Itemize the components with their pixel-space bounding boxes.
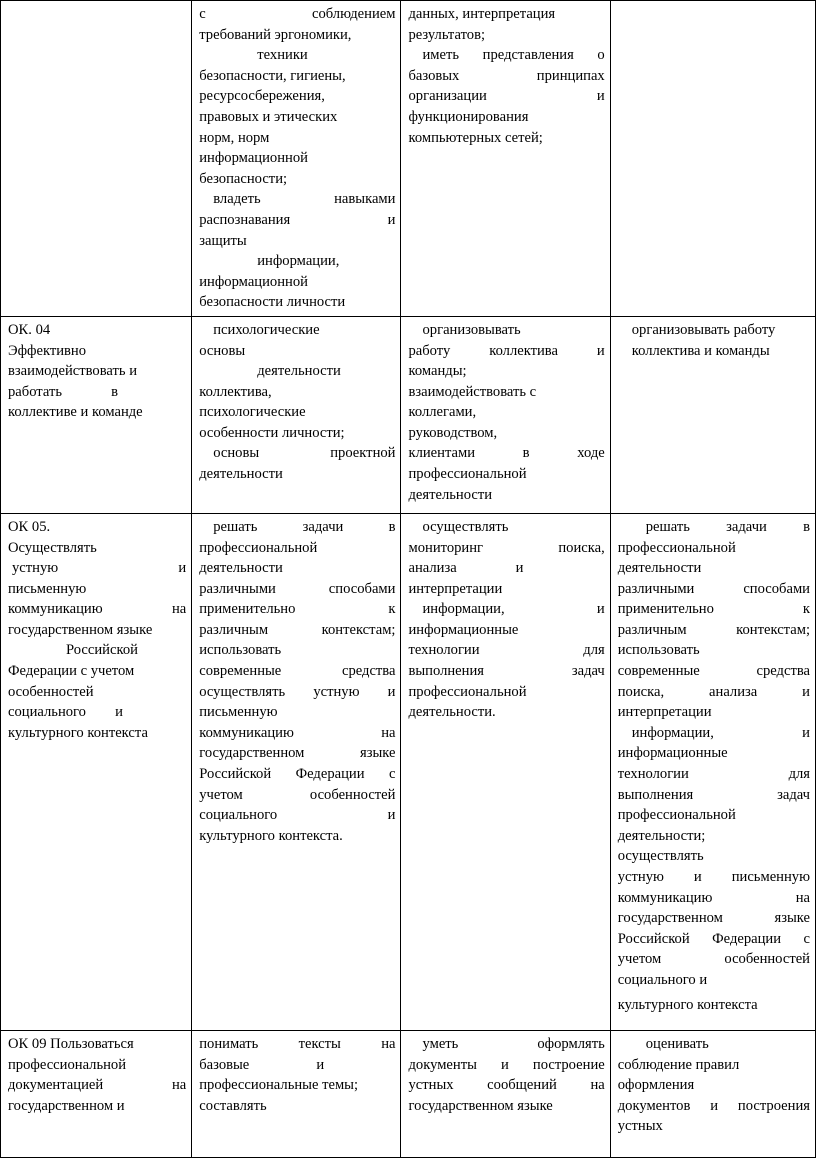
cell-line: психологические [213,321,320,338]
cell-line: современные средства [199,663,396,680]
cell-line: особенностей [8,683,94,700]
cell-line: осуществлять [617,848,704,865]
cell-line: клиентами в ходе [408,445,605,462]
cell-line: Российской [66,642,138,659]
cell-line: техники [257,47,308,64]
cell-line: информации, и [422,601,605,618]
skills-cell [401,316,610,513]
competency-code-cell [1,1,192,317]
cell-line: государственном языке [408,1097,553,1114]
cell-line: организовывать работу [631,321,776,338]
cell-line: работать в [8,383,118,400]
cell-line: профессиональной [408,466,527,483]
competency-code-cell [1,316,192,513]
cell-line: коммуникацию на [8,601,187,618]
cell-line: интерпретации [617,704,712,721]
cell-line: распознавания и [199,211,396,228]
cell-line: ресурсосбережения, [199,88,325,105]
cell-line: профессиональной [408,683,527,700]
cell-line: информационные [408,621,519,638]
cell-line: результатов; [408,26,486,43]
cell-line: использовать [199,642,282,659]
cell-line: коммуникацию на [199,724,396,741]
cell-line: решать задачи в [213,518,396,535]
competency-code-cell [1,513,192,1030]
cell-line: психологические [199,404,306,421]
cell-line: письменную [199,704,278,721]
cell-line: данных, интерпретация [408,6,556,22]
cell-line: письменную [8,580,87,597]
cell-line: Федерации с учетом [8,663,135,680]
cell-line: использовать [617,642,700,659]
cell-line: Осуществлять [8,539,97,556]
cell-line: анализа и [408,560,524,577]
cell-line: Эффективно [8,342,87,359]
cell-line: иметь представления о [422,47,605,64]
skills-cell [401,1,610,317]
cell-line: коллективе и команде [8,404,143,421]
cell-line: профессиональной [199,539,318,556]
cell-line: документов и построения [617,1097,810,1114]
table-row [1,1030,816,1157]
cell-line: оценивать [645,1035,709,1052]
cell-line: государственном и [8,1097,125,1114]
cell-line: деятельности [617,560,702,577]
cell-line: применительно к [199,601,396,618]
cell-line: составлять [199,1097,267,1114]
cell-line: документацией на [8,1077,187,1094]
cell-line: Российской Федерации с [617,930,810,947]
cell-line: информации, [257,253,340,270]
competency-code-cell [1,1030,192,1157]
cell-line: профессиональной [8,1056,127,1073]
cell-line: современные средства [617,663,810,680]
cell-line: правовых и этических [199,108,338,125]
cell-line: основы [199,342,246,359]
cell-line: профессиональной [617,807,736,824]
cell-line: культурного контекста [617,996,758,1013]
cell-line: организации и [408,88,605,105]
cell-line: работу коллектива и [408,342,605,359]
cell-line: социального и [8,704,123,721]
cell-line: Российской Федерации с [199,766,396,783]
cell-line: соблюдение правил [617,1056,740,1073]
cell-line: норм, норм [199,129,270,146]
cell-line: профессиональной [617,539,736,556]
cell-line: устных [617,1118,663,1135]
cell-line: деятельности. [408,704,496,721]
cell-line: базовых принципах [408,67,605,84]
cell-line: документы и построение [408,1056,605,1073]
cell-line: безопасности, гигиены, [199,67,346,84]
cell-line: безопасности личности [199,294,346,311]
results-cell [610,1,815,317]
cell-line: профессиональные темы; [199,1077,359,1094]
cell-line: компьютерных сетей; [408,129,543,146]
table-row [1,513,816,1030]
cell-line: выполнения задач [408,663,605,680]
cell-line: учетом особенностей [617,951,810,968]
table-row [1,316,816,513]
cell-line: устных сообщений на [408,1077,605,1094]
cell-line: различным контекстам; [617,621,810,638]
knowledge-cell [192,316,401,513]
cell-line: руководством, [408,424,498,441]
cell-line: деятельности; [617,827,706,844]
cell-line: требований эргономики, [199,26,352,43]
cell-line: коллектива и команды [631,342,770,359]
cell-line: коллегами, [408,404,477,421]
cell-line: государственном языке [8,621,153,638]
skills-cell [401,1030,610,1157]
cell-line: информационной [199,273,308,290]
cell-line: применительно к [617,601,810,618]
cell-line: взаимодействовать и [8,363,137,380]
cell-line: защиты [199,232,247,249]
cell-line: решать задачи в [645,518,810,535]
cell-line: особенности личности; [199,424,345,441]
cell-line: деятельности [408,486,493,503]
knowledge-cell [192,1,401,317]
cell-line: государственном языке [617,910,810,927]
cell-line: устную и [12,560,187,577]
cell-line: осуществлять устную и [199,683,396,700]
results-cell [610,513,815,1030]
cell-line: коммуникацию на [617,889,810,906]
cell-line: коллектива, [199,383,272,400]
cell-line: информационные [617,745,728,762]
cell-line: различным контекстам; [199,621,396,638]
cell-line: базовые и [199,1056,325,1073]
cell-line: информации, и [631,724,810,741]
cell-line: осуществлять [422,518,509,535]
cell-line: понимать тексты на [199,1035,396,1052]
cell-line: социального и [617,971,708,988]
cell-line: информационной [199,150,308,167]
cell-line: поиска, анализа и [617,683,810,700]
cell-line: различными способами [199,580,396,597]
cell-line: команды; [408,363,467,380]
knowledge-cell [192,513,401,1030]
cell-line: мониторинг поиска, [408,539,605,556]
cell-line: основы проектной [213,445,396,462]
cell-line: ОК 09 Пользоваться [8,1035,134,1052]
results-cell [610,1030,815,1157]
cell-line: учетом особенностей [199,786,396,803]
cell-line: функционирования [408,108,529,125]
cell-line: социального и [199,807,396,824]
knowledge-cell [192,1030,401,1157]
cell-line: культурного контекста. [199,827,343,844]
cell-line: деятельности [199,560,283,577]
cell-line: технологии для [617,766,810,783]
cell-line: выполнения задач [617,786,810,803]
cell-line: владеть навыками [213,191,396,208]
cell-line: культурного контекста [8,724,148,741]
cell-line: интерпретации [408,580,503,597]
results-cell [610,316,815,513]
cell-line: организовывать [422,321,521,338]
cell-line: безопасности; [199,170,288,187]
table-row [1,1,816,317]
cell-line: оформления [617,1077,695,1094]
cell-line: деятельности [257,363,341,380]
cell-line: деятельности [199,466,283,483]
cell-line: ОК 05. [8,518,51,535]
skills-cell [401,513,610,1030]
cell-line: взаимодействовать с [408,383,537,400]
cell-line: с соблюдением [199,6,396,22]
cell-line: государственном языке [199,745,396,762]
cell-line: ОК. 04 [8,321,51,338]
cell-line: технологии для [408,642,605,659]
cell-line: устную и письменную [617,869,810,885]
cell-line: уметь оформлять [422,1035,605,1052]
cell-line: различными способами [617,580,810,597]
